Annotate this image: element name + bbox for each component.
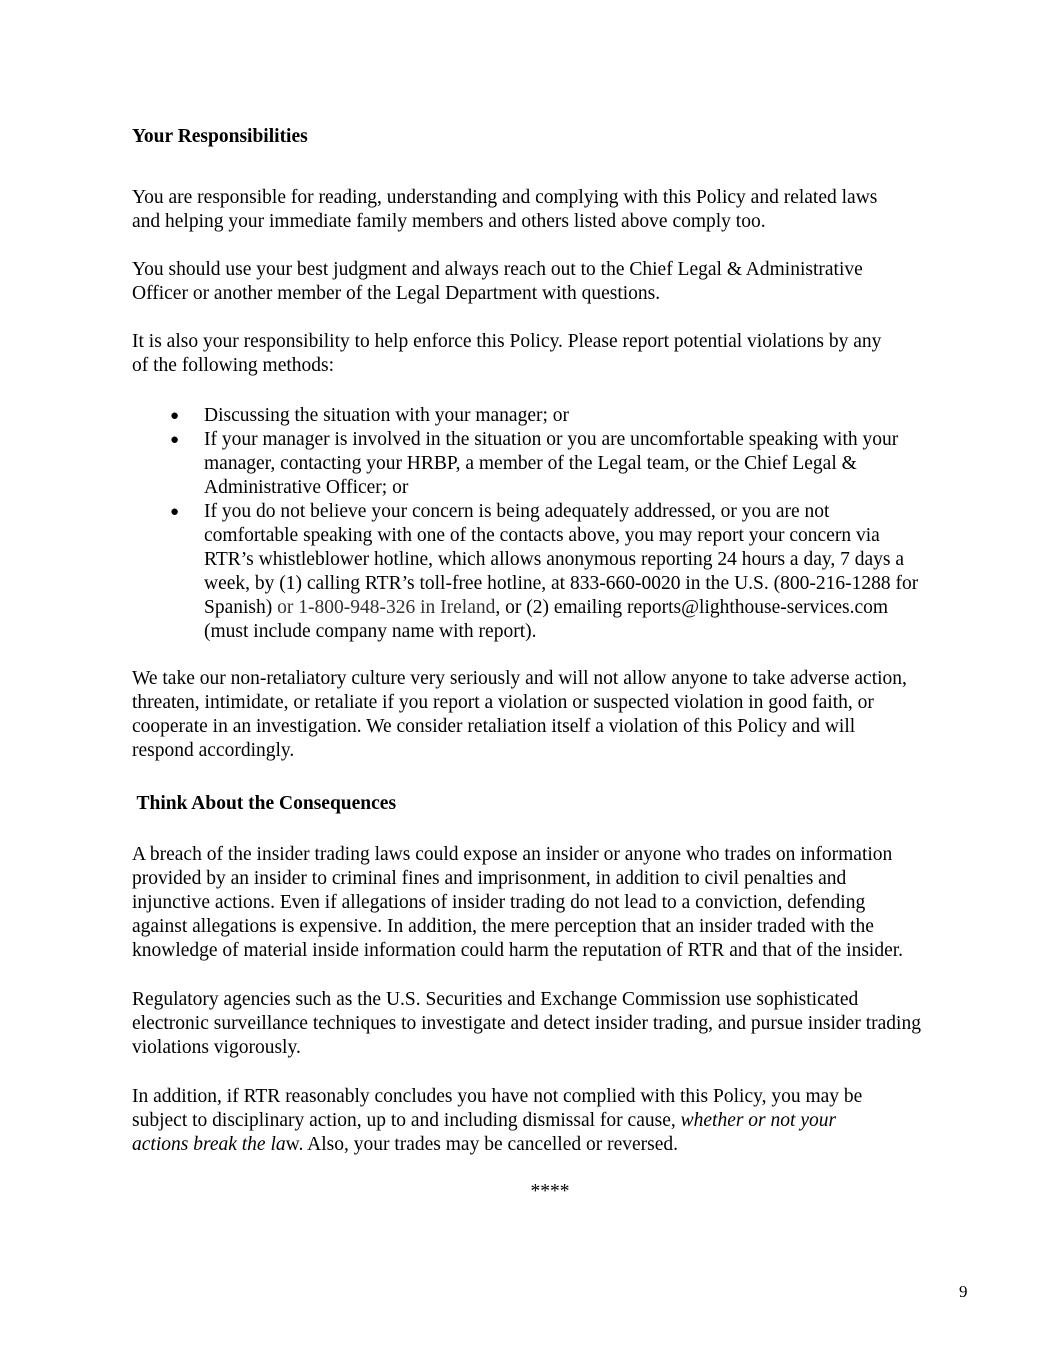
text-line: Regulatory agencies such as the U.S. Securities and Exchange Commission use sophisticated: [132, 989, 859, 1010]
text-line: against allegations is expensive. In addition, the mere perception that an insider traded with the: [132, 916, 874, 937]
text-line: If you do not believe your concern is being adequately addressed, or you are not: [204, 501, 830, 522]
text-line: comfortable speaking with one of the contacts above, you may report your concern via: [204, 525, 880, 546]
list-item: [170, 404, 990, 428]
text-line: It is also your responsibility to help enforce this Policy. Please report potential violations by any: [132, 331, 882, 352]
paragraph-responsibility: [132, 186, 982, 234]
text-line: We take our non-retaliatory culture very seriously and will not allow anyone to take adverse action,: [132, 668, 907, 689]
text-line: (must include company name with report).: [204, 621, 537, 642]
section-heading-consequences: Think About the Consequences: [132, 793, 397, 814]
section-heading-your-responsibilities: Your Responsibilities: [132, 126, 308, 147]
end-marker: ****: [530, 1181, 570, 1202]
text-line: and helping your immediate family members and others listed above comply too.: [132, 211, 766, 232]
text-plain: subject to disciplinary action, up to and including dismissal for cause,: [132, 1110, 681, 1131]
page-number: 9: [959, 1282, 968, 1301]
paragraph-enforce-policy: [132, 330, 982, 378]
text-line: If your manager is involved in the situation or you are uncomfortable speaking with your: [204, 429, 899, 450]
reporting-methods-list: [170, 404, 990, 644]
text-line: threaten, intimidate, or retaliate if you report a violation or suspected violation in good faith, or: [132, 692, 874, 713]
text-line: You should use your best judgment and always reach out to the Chief Legal & Administrative: [132, 259, 863, 280]
list-item: [170, 428, 990, 500]
text-line: Officer or another member of the Legal Department with questions.: [132, 283, 661, 304]
paragraph-non-retaliation: [132, 667, 982, 763]
text-line: Administrative Officer; or: [204, 477, 409, 498]
paragraph-disciplinary: [132, 1085, 982, 1157]
bullet-icon: ●: [170, 408, 180, 424]
text-line-hotline: [204, 596, 990, 620]
text-line: [132, 1109, 982, 1133]
bullet-icon: ●: [170, 504, 180, 520]
text-line: cooperate in an investigation. We consider retaliation itself a violation of this Policy and will: [132, 716, 856, 737]
text-line: week, by (1) calling RTR’s toll-free hotline, at 833-660-0020 in the U.S. (800-216-1288 for: [204, 573, 919, 594]
text-line: respond accordingly.: [132, 740, 295, 761]
text-line: of the following methods:: [132, 355, 335, 376]
paragraph-breach: [132, 843, 982, 963]
text-line: [132, 1133, 982, 1157]
paragraph-best-judgment: [132, 258, 982, 306]
text-line: Discussing the situation with your manager; or: [204, 405, 570, 426]
text-line: injunctive actions. Even if allegations of insider trading do not lead to a conviction, defending: [132, 892, 866, 913]
text-line: violations vigorously.: [132, 1037, 301, 1058]
text-line: A breach of the insider trading laws could expose an insider or anyone who trades on information: [132, 844, 893, 865]
text-line: manager, contacting your HRBP, a member of the Legal team, or the Chief Legal &: [204, 453, 857, 474]
text-line: RTR’s whistleblower hotline, which allows anonymous reporting 24 hours a day, 7 days a: [204, 549, 905, 570]
list-item: [170, 500, 990, 644]
text-line: In addition, if RTR reasonably concludes you have not complied with this Policy, you may be: [132, 1086, 863, 1107]
text-italic: whether or not your: [680, 1110, 837, 1131]
text-line: provided by an insider to criminal fines and imprisonment, in addition to civil penalties and: [132, 868, 847, 889]
text-ireland-hotline: or 1-800-948-326 in Ireland: [272, 597, 496, 618]
text-line: electronic surveillance techniques to investigate and detect insider trading, and pursue insider trading: [132, 1013, 921, 1034]
text-email-report: , or (2) emailing reports@lighthouse-services.com: [495, 597, 889, 618]
text-line: knowledge of material inside information could harm the reputation of RTR and that of the insider.: [132, 940, 904, 961]
text-plain: w. Also, your trades may be cancelled or reversed.: [285, 1134, 679, 1155]
text-line: You are responsible for reading, understanding and complying with this Policy and related laws: [132, 187, 878, 208]
paragraph-regulatory: [132, 988, 982, 1060]
text-italic: actions break the la: [132, 1134, 286, 1155]
text-spanish: Spanish): [204, 597, 273, 618]
bullet-icon: ●: [170, 432, 180, 448]
